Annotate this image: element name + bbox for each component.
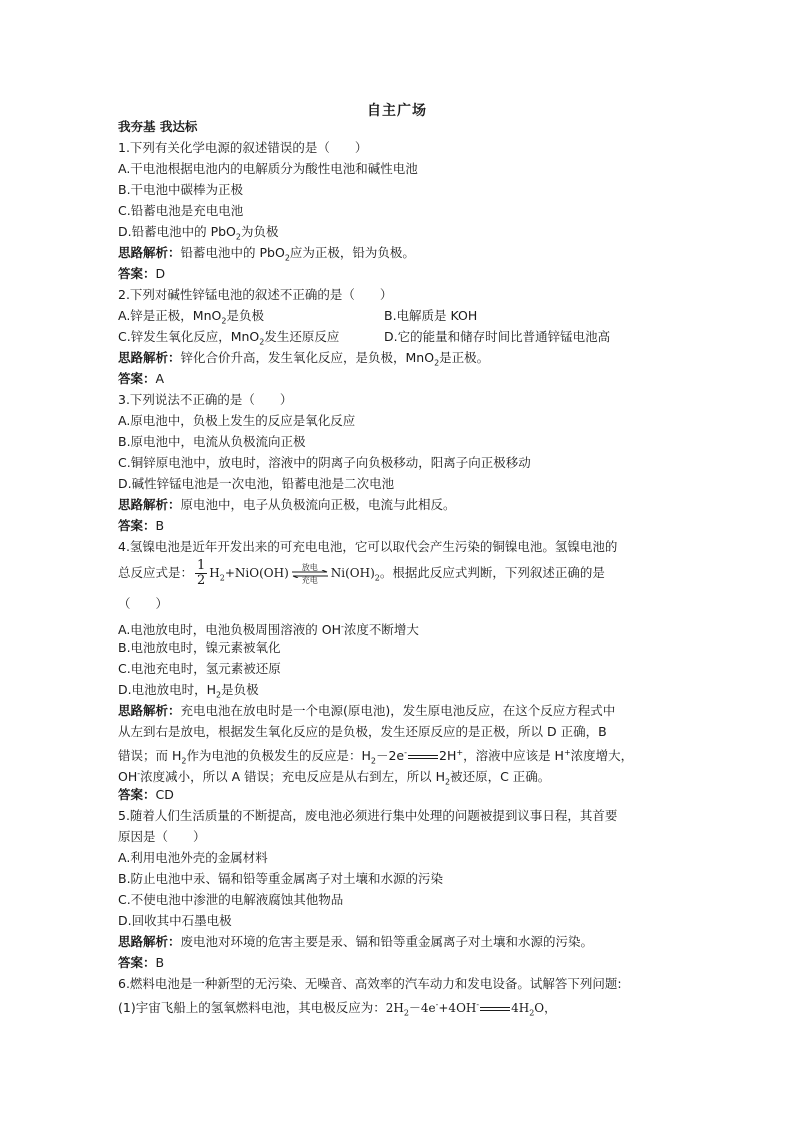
q3-option-d: D.碱性锌锰电池是一次电池，铅蓄电池是二次电池 xyxy=(118,476,395,491)
reversible-arrow-icon: 放电 充电 xyxy=(291,563,329,585)
q4-analysis-line3: 错误；而 $H_2$作为电池的负极发生的反应是：$H_2-2e^-$ 2H+，溶液中应该是 H+浓度增大， xyxy=(118,748,634,766)
q4-stem-line1: 4.氢镍电池是近年开发出来的可充电电池，它可以取代会产生污染的铜镍电池。氢镍电池的 xyxy=(118,539,618,554)
q3-answer: 答案：B xyxy=(118,518,165,533)
page-title: 自主广场 xyxy=(367,103,427,119)
q5-option-b: B.防止电池中汞、镉和铅等重金属离子对土壤和水源的污染 xyxy=(118,871,444,886)
q4-analysis-line1: 思路解析：充电电池在放电时是一个电源(原电池)，发生原电池反应，在这个反应方程式中 xyxy=(118,703,616,718)
q5-stem-line2: 原因是（ ） xyxy=(118,829,206,844)
q4-answer: 答案：CD xyxy=(118,787,174,802)
equals-sign-icon xyxy=(408,753,438,761)
q2-option-d: D.它的能量和储存时间比普通锌锰电池高 xyxy=(384,329,611,344)
q5-answer: 答案：B xyxy=(118,955,165,970)
q1-analysis: 思路解析：铅蓄电池中的 PbO$_2$应为正极，铅为负极。 xyxy=(118,245,415,263)
q1-option-b: B.干电池中碳棒为正极 xyxy=(118,182,244,197)
q6-stem: 6.燃料电池是一种新型的无污染、无噪音、高效率的汽车动力和发电设备。试解答下列问题: xyxy=(118,976,622,991)
q5-option-c: C.不使电池中渗泄的电解液腐蚀其他物品 xyxy=(118,892,344,907)
q1-answer: 答案：D xyxy=(118,266,166,281)
q4-stem-line2: 总反应式是： $\frac{1}{2}$ $H_2+NiO(OH)$ 放电 充电 $Ni(OH)_2$。根据此反应式判断，下列叙述正确的是 xyxy=(118,558,605,588)
q1-stem: 1.下列有关化学电源的叙述错误的是（ ） xyxy=(118,140,368,155)
q2-option-b: B.电解质是 KOH xyxy=(384,308,478,323)
q3-option-a: A.原电池中，负极上发生的反应是氧化反应 xyxy=(118,413,356,428)
q4-stem-line3: （ ） xyxy=(118,596,169,611)
q2-option-c: C.锌发生氧化反应，MnO$_2$发生还原反应 xyxy=(118,329,340,347)
q1-option-a: A.干电池根据电池内的电解质分为酸性电池和碱性电池 xyxy=(118,161,418,176)
q5-analysis: 思路解析：废电池对环境的危害主要是汞、镉和铅等重金属离子对土壤和水源的污染。 xyxy=(118,934,594,949)
q2-option-a: A.锌是正极，MnO$_2$是负极 xyxy=(118,308,264,326)
q6-part1: (1)宇宙飞船上的氢氧燃料电池，其电极反应为：$2H_2-4e^-+4OH^-$ $4H_2O$， xyxy=(118,1000,557,1018)
q4-analysis-line2: 从左到右是放电，根据发生氧化反应的是负极，发生还原反应的是正极，所以 D 正确，B xyxy=(118,724,607,739)
q5-option-a: A.利用电池外壳的金属材料 xyxy=(118,850,268,865)
q3-option-b: B.原电池中，电流从负极流向正极 xyxy=(118,434,306,449)
q4-analysis-line4: OH-浓度减小，所以 A 错误；充电反应是从右到左，所以 $H_2$被还原，C 正确。 xyxy=(118,769,551,787)
q2-answer: 答案：A xyxy=(118,371,165,386)
q3-analysis: 思路解析：原电池中，电子从负极流向正极，电流与此相反。 xyxy=(118,497,456,512)
fraction-one-half: $\frac{1}{2}$ xyxy=(197,558,206,588)
q4-option-d: D.电池放电时，$H_2$是负极 xyxy=(118,682,259,700)
q2-stem: 2.下列对碱性锌锰电池的叙述不正确的是（ ） xyxy=(118,287,393,302)
q2-analysis: 思路解析：锌化合价升高，发生氧化反应，是负极，MnO$_2$是正极。 xyxy=(118,350,490,368)
q1-option-c: C.铅蓄电池是充电电池 xyxy=(118,203,244,218)
q3-option-c: C.铜锌原电池中，放电时，溶液中的阴离子向负极移动，阳离子向正极移动 xyxy=(118,455,531,470)
q5-stem-line1: 5.随着人们生活质量的不断提高，废电池必须进行集中处理的问题被提到议事日程，其首要 xyxy=(118,808,618,823)
q3-stem: 3.下列说法不正确的是（ ） xyxy=(118,392,293,407)
q5-option-d: D.回收其中石墨电极 xyxy=(118,913,232,928)
section-heading: 我夯基 我达标 xyxy=(118,119,198,134)
equals-sign-icon xyxy=(480,1005,510,1013)
q4-option-c: C.电池充电时，氢元素被还原 xyxy=(118,661,281,676)
q4-option-a: A.电池放电时，电池负极周围溶液的 OH-浓度不断增大 xyxy=(118,622,419,638)
q1-option-d: D.铅蓄电池中的 PbO$_2$为负极 xyxy=(118,224,279,242)
q4-option-b: B.电池放电时，镍元素被氧化 xyxy=(118,640,281,655)
